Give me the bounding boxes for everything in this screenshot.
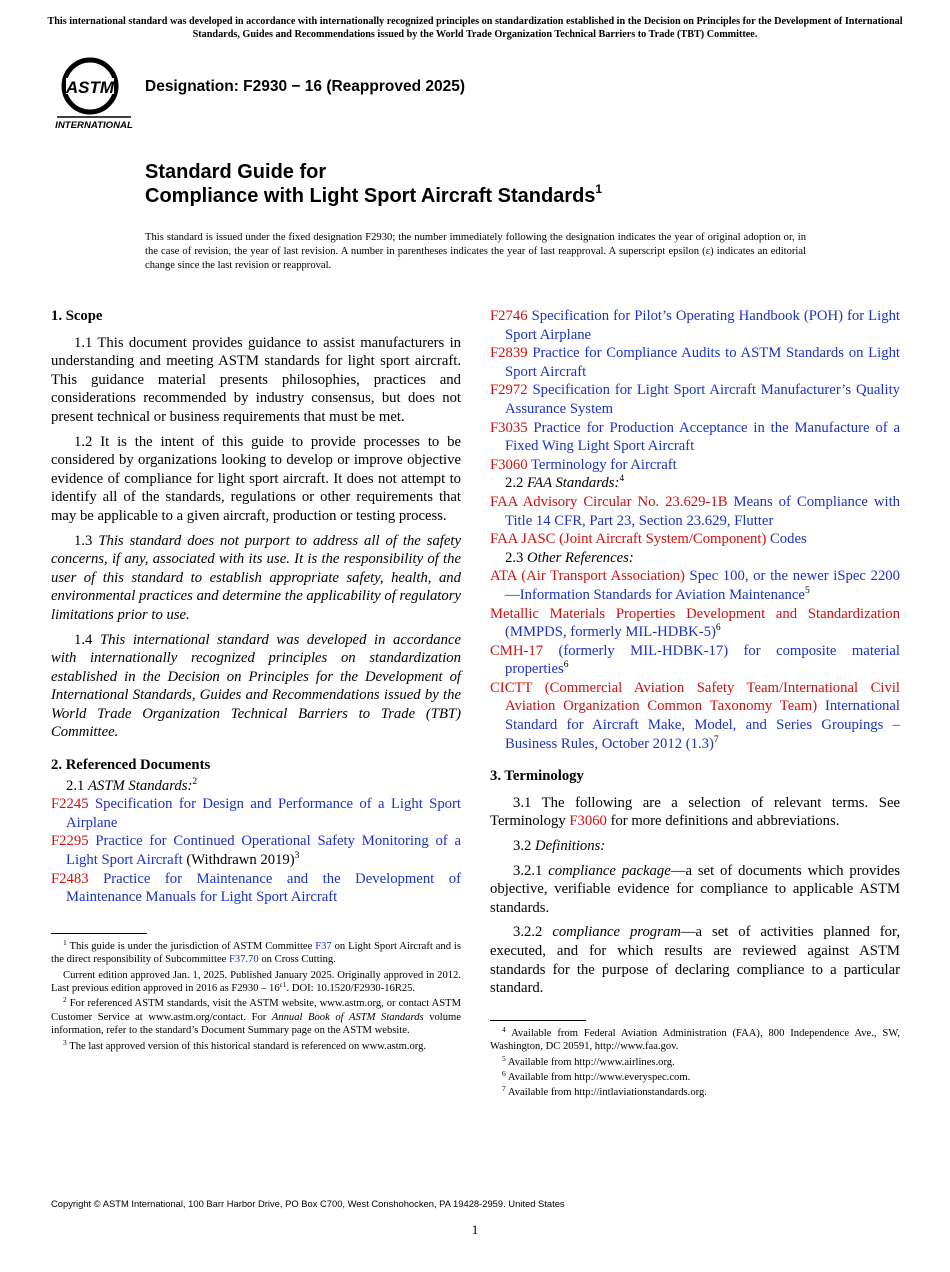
other-ref-2 (490, 642, 900, 679)
footnote-ref: 6 (563, 660, 569, 671)
scope-1-4: 1.4 This international standard was developed in accordance with internationally recognized principles on standardization established in the Decision on Principles for the Development of International Standards, Guides and Recommendations issued by the World Trade Organization Technical Barriers to Trade (TBT) Committee. (51, 631, 461, 741)
title-footnote-ref: 1 (595, 182, 603, 196)
footnote-number: 6 (502, 1069, 506, 1078)
astm-ref-f2972 (490, 381, 900, 418)
faa-standards-subheading: 2.2 FAA Standards:$^4$ (505, 474, 625, 492)
astm-standards-list-continued (490, 307, 900, 474)
faa-ref-1 (490, 530, 900, 549)
terminology-3-1: 3.1 The following are a selection of relevant terms. See Terminology F3060 for more definitions and abbreviations. (490, 794, 900, 830)
document-title (145, 160, 602, 208)
ref-code-link[interactable]: F2295 (51, 833, 89, 850)
astm-logo-wordmark: INTERNATIONAL (55, 120, 133, 131)
ref-code-link[interactable]: F2483 (51, 870, 89, 887)
definition-3-2-1: 3.2.1 compliance package—a set of documents which provides objective, verifiable evidence for compliance to applicable ASTM standards. (490, 862, 900, 916)
footnote-6 (490, 1071, 900, 1084)
ref-status: (Withdrawn 2019) (182, 852, 295, 869)
top-notice: This international standard was developed in accordance with internationally recognized principles on standardization established in the Decision on Principles for the Development of International Standards, Guides and Recommendations issued by the World Trade Organization Technical Barriers to Trade (TBT) Committee. (47, 16, 903, 40)
astm-standards-list (51, 795, 461, 907)
ref-title-link[interactable]: Specification for Pilot’s Operating Handbook (POH) for Light Sport Airplane (505, 308, 900, 343)
title-line-1: Standard Guide for (145, 161, 327, 183)
ref-title-link[interactable]: Terminology for Aircraft (530, 456, 677, 473)
ref-code-link[interactable]: F2972 (490, 382, 528, 399)
other-ref-3 (490, 679, 900, 753)
astm-logo-letters: ASTM (65, 78, 115, 97)
section-referenced-documents-heading: 2. Referenced Documents (51, 757, 211, 774)
ref-source-link[interactable]: ATA (Air Transport Association) (490, 568, 685, 585)
link-f3060[interactable]: F3060 (569, 813, 607, 830)
ref-title-link[interactable]: Spec 100, or the newer iSpec 2200—Information Standards for Aviation Maintenance (505, 568, 900, 603)
astm-logo (52, 56, 136, 132)
copyright: Copyright © ASTM International, 100 Barr Harbor Drive, PO Box C700, West Conshohocken, PA 19428-2959. United States (51, 1198, 565, 1209)
ref-title-link[interactable]: (formerly MIL-HDBK-17) for composite material properties (505, 642, 900, 678)
astm-standards-subheading: 2.1 ASTM Standards:$^2$ (66, 776, 198, 794)
issued-notice: This standard is issued under the fixed designation F2930; the number immediately following the designation indicates the year of original adoption or, in the case of revision, the year of last revision. A number in parentheses indicates the year of last reapproval. A superscript epsilon (ε) indicates an editorial change since the last revision or reapproval. (145, 232, 806, 271)
ref-code-link[interactable]: F2746 (490, 308, 528, 324)
footnote-2: $^2$ For referenced ASTM standards, visit the ASTM website, www.astm.org, or contact ASTM Customer Service at www.astm.org/contact. For Annual Book of ASTM Standards volume information, refer to the standard’s Document Summary page on the ASTM website. (51, 995, 462, 1037)
footnote-text: Available from Federal Aviation Administration (FAA), 800 Independence Ave., SW, Washington, DC 20591, http://www.faa.gov. (490, 1027, 900, 1053)
ref-title-link[interactable]: Codes (766, 531, 807, 548)
ref-title-link[interactable]: Specification for Light Sport Aircraft Manufacturer’s Quality Assurance System (505, 382, 901, 417)
terminology-3-2: 3.2 Definitions: (513, 838, 606, 855)
ref-title-link[interactable]: (MMPDS, formerly MIL-HDBK-5) (505, 624, 716, 641)
footnote-number: 5 (502, 1053, 506, 1063)
other-ref-0 (490, 567, 900, 604)
footnote-number: 7 (502, 1084, 506, 1094)
other-ref-1 (490, 605, 900, 642)
footnote-text: Available from http://www.airlines.org. (507, 1056, 675, 1068)
scope-1-1: 1.1 This document provides guidance to assist manufacturers in understanding and meeting ASTM standards for light sport aircraft. This guidance material presents philosophies, practices and considerations recommended by industry consensus, but does not present technical or business requirements that must be met. (51, 334, 461, 425)
ref-code-link[interactable]: F2245 (51, 796, 89, 813)
ref-title-link[interactable]: Practice for Production Acceptance in the Manufacture of a Fixed Wing Light Sport Aircraft (505, 419, 900, 455)
ref-title-link[interactable]: Means of Compliance with Title 14 CFR, Part 23, Section 23.629, Flutter (505, 493, 900, 529)
footnote-number: 4 (502, 1024, 506, 1034)
footnote-7 (490, 1086, 900, 1099)
link-f37-70[interactable]: F37.70 (229, 954, 259, 966)
footnotes-right (490, 1024, 900, 1100)
ref-source-link[interactable]: FAA JASC (Joint Aircraft System/Component) (490, 531, 767, 548)
astm-ref-f2483 (51, 870, 461, 907)
footnote-ref: 7 (713, 734, 719, 745)
astm-ref-f2839 (490, 344, 900, 381)
page-number: 1 (471, 1222, 479, 1237)
footnote-divider-right (490, 1020, 586, 1021)
ref-title-link[interactable]: Practice for Maintenance and the Development of Maintenance Manuals for Light Sport Aircraft (66, 870, 462, 906)
footnote-3: $^3$ The last approved version of this historical standard is referenced on www.astm.org. (63, 1037, 427, 1052)
section-scope-heading: 1. Scope (51, 308, 103, 324)
link-f37[interactable]: F37 (315, 940, 332, 952)
other-references-subheading: 2.3 Other References: (505, 549, 634, 566)
ref-title-link[interactable]: Specification for Design and Performance of a Light Sport Airplane (66, 796, 461, 831)
footnote-ref: 3 (294, 851, 300, 862)
astm-ref-f2295 (51, 832, 461, 869)
ref-source-link[interactable]: FAA Advisory Circular No. 23.629-1B (490, 493, 728, 510)
scope-1-2: 1.2 It is the intent of this guide to provide processes to be considered by organizations looking to develop or improve objective evidence of compliance for light sport aircraft. It does not attempt to identify all of the standards, regulations or other requirements that may be applicable to a given aircraft, production or testing process. (51, 433, 461, 524)
designation: Designation: F2930 − 16 (Reapproved 2025) (145, 78, 466, 95)
section-terminology-heading: 3. Terminology (490, 768, 584, 785)
ref-title-link[interactable]: Practice for Continued Operational Safety Monitoring of a Light Sport Aircraft (66, 833, 462, 869)
ref-source-link[interactable]: CMH-17 (490, 642, 544, 659)
footnote-ref: 5 (804, 585, 810, 596)
footnote-4 (490, 1024, 900, 1054)
ref-source-link[interactable]: CICTT (Commercial Aviation Safety Team/International Civil Aviation Organization Common Taxonomy Team) (490, 679, 900, 715)
scope-1-3: 1.3 This standard does not purport to address all of the safety concerns, if any, associated with its use. It is the responsibility of the user of this standard to establish appropriate safety, health, and environmental practices and determine the applicability of regulatory limitations prior to use. (51, 532, 462, 623)
ref-title-link[interactable]: Practice for Compliance Audits to ASTM Standards on Light Sport Aircraft (505, 345, 901, 380)
astm-ref-f3060 (490, 456, 900, 475)
left-column (51, 307, 461, 1055)
footnote-ref: 6 (715, 623, 721, 634)
astm-ref-f3035 (490, 419, 900, 456)
ref-title-link[interactable]: International Standard for Aircraft Make, Model, and Series Groupings – Business Rules, October 2012 (1.3) (505, 698, 900, 752)
footnote-1-edition: Current edition approved Jan. 1, 2025. Published January 2025. Originally approved in 2012. Last previous edition approved in 2016 as $F2930 - 16^{\varepsilon 1}$. DOI: 10.1520/F2930-16R25. (51, 969, 461, 995)
faa-standards-list (490, 493, 900, 549)
faa-ref-0 (490, 493, 900, 530)
other-references-list (490, 567, 900, 753)
footnote-divider (51, 933, 147, 934)
footnote-text: Available from http://intlaviationstandards.org. (507, 1087, 707, 1099)
footnote-5 (490, 1053, 900, 1069)
right-column (490, 307, 900, 1102)
title-line-2: Compliance with Light Sport Aircraft Standards$^1$ (145, 182, 603, 207)
astm-ref-f2746 (490, 307, 900, 344)
definition-3-2-2: 3.2.2 compliance program—a set of activities planned for, executed, and for which results are reviewed against ASTM standards for the purpose of declaring compliance to a particular standard. (490, 924, 900, 997)
footnote-text: Available from http://www.everyspec.com. (507, 1072, 691, 1083)
ref-source-link[interactable]: Metallic Materials Properties Development and Standardization (490, 605, 900, 622)
ref-code-link[interactable]: F3035 (490, 419, 528, 436)
footnote-1: $^1$ This guide is under the jurisdiction of ASTM Committee F37 on Light Sport Aircraft and is the direct responsibility of Subcommittee F37.70 on Cross Cutting. (51, 937, 462, 966)
ref-code-link[interactable]: F2839 (490, 345, 528, 362)
astm-ref-f2245 (51, 795, 461, 832)
ref-code-link[interactable]: F3060 (490, 456, 528, 473)
